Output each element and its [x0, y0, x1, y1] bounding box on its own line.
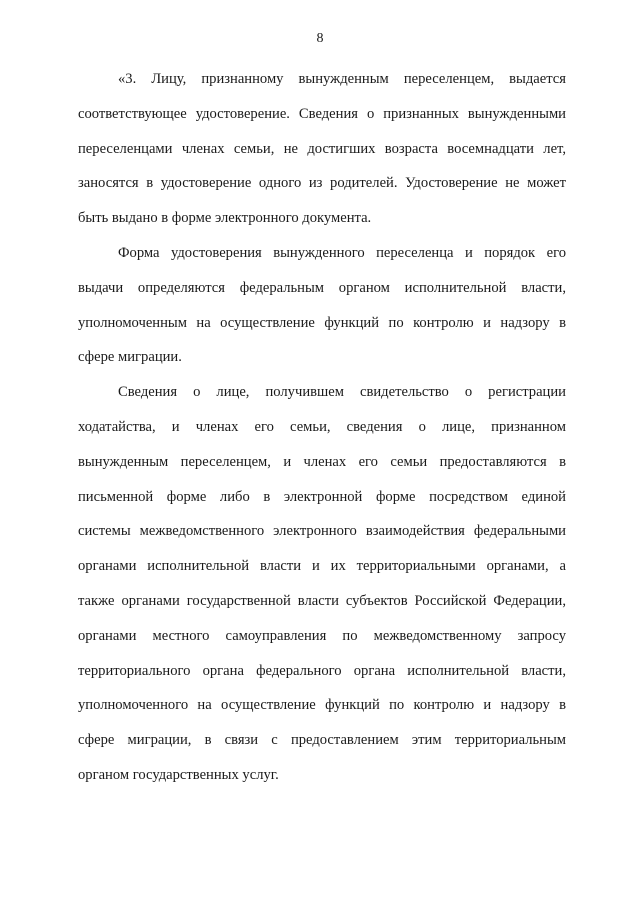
paragraph-3	[78, 375, 566, 793]
text-line: переселенцами членах семьи, не достигших возраста восемнадцати лет,	[78, 140, 566, 157]
text-line: органом государственных услуг.	[78, 766, 279, 783]
text-line: Сведения о лице, получившем свидетельство о регистрации	[118, 384, 566, 401]
text-line: заносятся в удостоверение одного из родителей. Удостоверение не может	[78, 175, 566, 192]
text-line: сфере миграции.	[78, 349, 182, 366]
text-line: Форма удостоверения вынужденного переселенца и порядок его	[118, 244, 566, 261]
text-line: быть выдано в форме электронного документа.	[78, 210, 372, 227]
paragraph-2	[78, 236, 566, 375]
text-line: органами исполнительной власти и их территориальными органами, а	[78, 558, 566, 575]
text-line: вынужденным переселенцем, и членах его семьи предоставляются в	[78, 453, 566, 470]
text-line: уполномоченным на осуществление функций по контролю и надзору в	[78, 314, 566, 331]
page-number: 8	[316, 31, 324, 46]
text-line: ходатайства, и членах его семьи, сведения о лице, признанном	[78, 418, 566, 435]
paragraph-1	[78, 62, 566, 236]
text-line: соответствующее удостоверение. Сведения о признанных вынужденными	[78, 105, 566, 122]
text-line: сфере миграции, в связи с предоставлением этим территориальным	[78, 732, 566, 749]
text-line: территориального органа федерального органа исполнительной власти,	[78, 662, 566, 679]
text-line: органами местного самоуправления по межведомственному запросу	[78, 627, 566, 644]
text-line: выдачи определяются федеральным органом исполнительной власти,	[78, 279, 566, 296]
text-line: «3. Лицу, признанному вынужденным переселенцем, выдается	[118, 71, 566, 87]
text-line: письменной форме либо в электронной форме посредством единой	[78, 488, 566, 505]
text-line: системы межведомственного электронного взаимодействия федеральными	[78, 523, 566, 540]
text-line: также органами государственной власти субъектов Российской Федерации,	[78, 592, 566, 609]
document-body	[78, 62, 566, 793]
text-line: уполномоченного на осуществление функций по контролю и надзору в	[78, 697, 566, 714]
